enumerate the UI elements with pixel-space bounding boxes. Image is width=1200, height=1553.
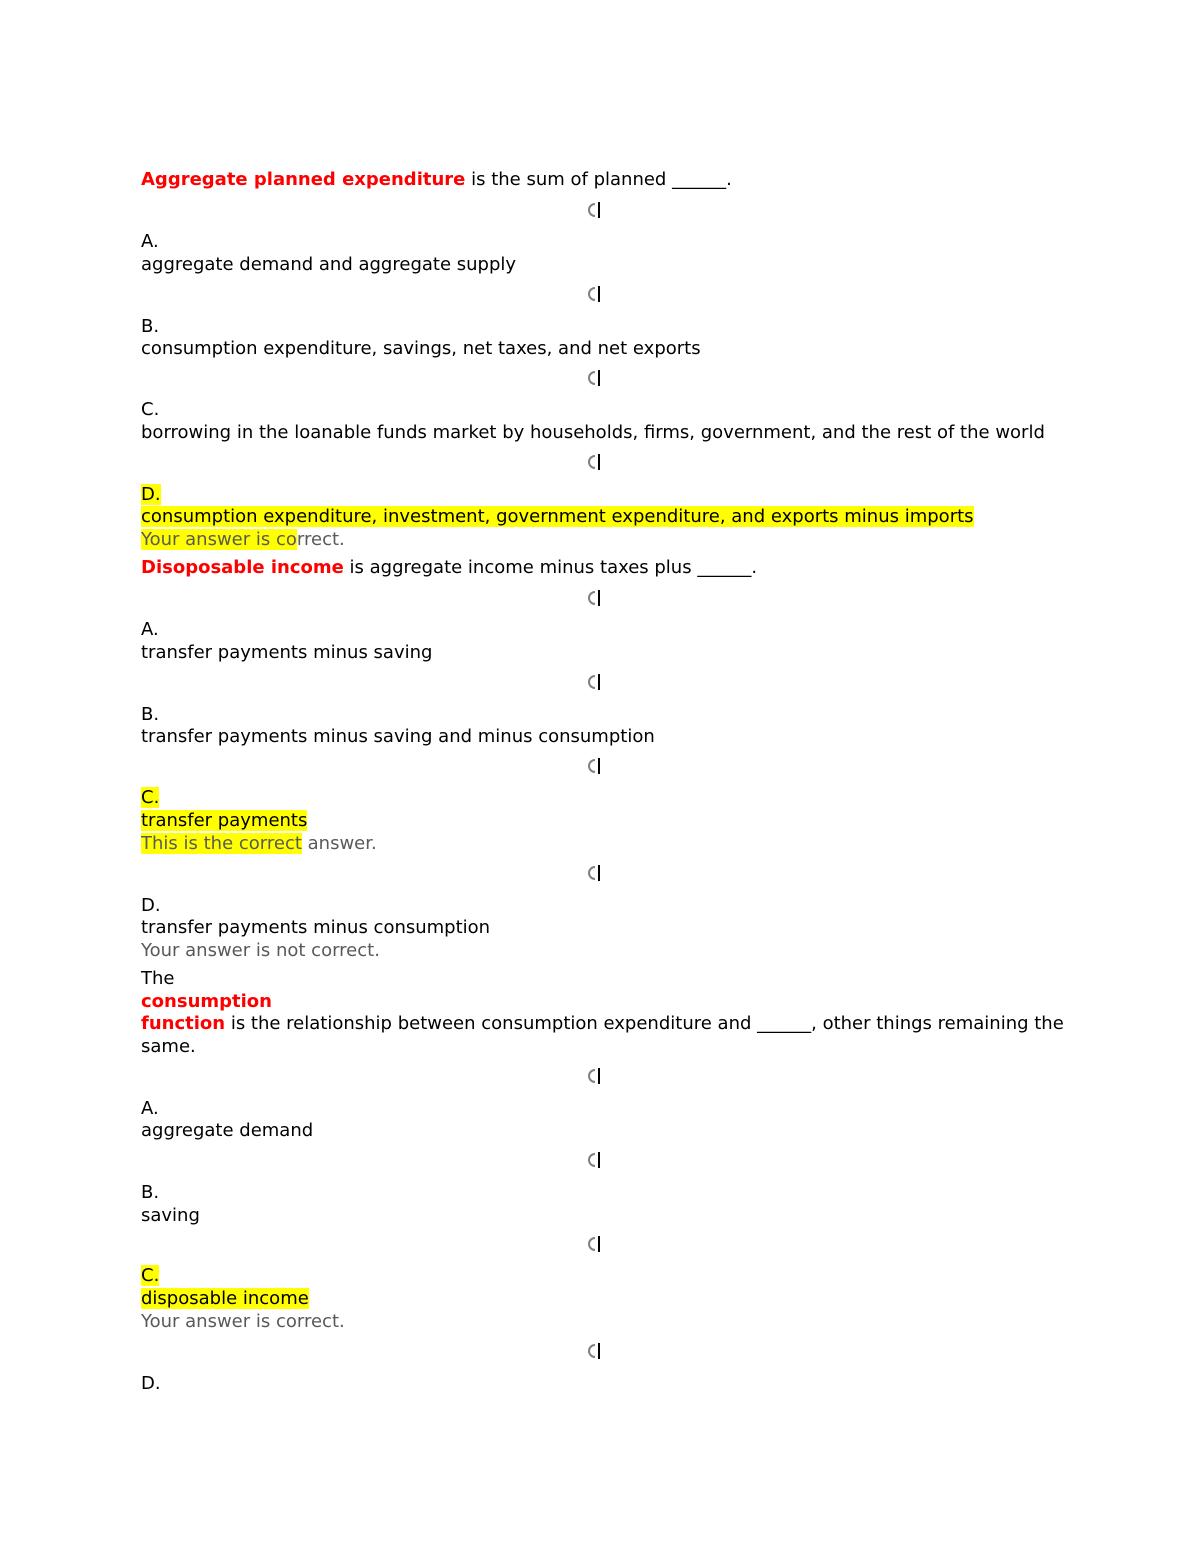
q2-feedback-incorrect: Your answer is not correct. [141,940,380,961]
q3-option-b-letter: B. [141,1182,160,1203]
q3-option-c-letter: C. [141,1265,160,1286]
question-1-stem [141,169,732,191]
q2-option-a-text: transfer payments minus saving [141,642,433,663]
q3-option-a-letter: A. [141,1098,159,1119]
question-2-text: is aggregate income minus taxes plus ______. [343,557,758,578]
q1-option-b-letter: B. [141,316,160,337]
question-3-keyword-2: function [141,1013,226,1034]
q1-feedback: Your answer is correct. [141,529,345,550]
radio-button-icon[interactable] [583,451,603,473]
q1-option-a-text: aggregate demand and aggregate supply [141,254,517,275]
q2-option-c-text: transfer payments [141,810,308,831]
radio-button-icon[interactable] [583,367,603,389]
q2-option-b-text: transfer payments minus saving and minus consumption [141,726,655,747]
q1-option-c-letter: C. [141,399,160,420]
question-3-lead: The [141,968,175,989]
q1-option-b-text: consumption expenditure, savings, net taxes, and net exports [141,338,701,359]
question-3-stem [141,1013,1064,1035]
question-1-keyword: Aggregate planned expenditure [141,169,466,190]
q3-feedback: Your answer is correct. [141,1311,345,1332]
radio-button-icon[interactable] [583,199,603,221]
q1-option-d-letter: D. [141,484,161,505]
question-2-keyword: Disoposable income [141,557,344,578]
radio-button-icon[interactable] [583,283,603,305]
radio-button-icon[interactable] [583,587,603,609]
question-3-keyword-1: consumption [141,991,272,1012]
q2-option-a-letter: A. [141,619,159,640]
q3-option-c-text: disposable income [141,1288,309,1309]
q2-feedback-correct: This is the correct answer. [141,833,377,854]
question-3-text-cont: same. [141,1036,196,1057]
q3-option-d-letter: D. [141,1373,161,1394]
radio-button-icon[interactable] [583,1149,603,1171]
radio-button-icon[interactable] [583,755,603,777]
q1-option-a-letter: A. [141,231,159,252]
radio-button-icon[interactable] [583,1065,603,1087]
q2-option-d-text: transfer payments minus consumption [141,917,491,938]
q1-option-c-text: borrowing in the loanable funds market by households, firms, government, and the rest of the world [141,422,1045,443]
q2-option-d-letter: D. [141,895,161,916]
question-3-text: is the relationship between consumption expenditure and ______, other things remaining the [225,1013,1064,1034]
radio-button-icon[interactable] [583,671,603,693]
radio-button-icon[interactable] [583,1233,603,1255]
question-1-text: is the sum of planned ______. [465,169,732,190]
radio-button-icon[interactable] [583,862,603,884]
q3-option-a-text: aggregate demand [141,1120,314,1141]
q1-option-d-text: consumption expenditure, investment, government expenditure, and exports minus imports [141,506,974,527]
q2-option-b-letter: B. [141,704,160,725]
q2-option-c-letter: C. [141,787,160,808]
radio-button-icon[interactable] [583,1340,603,1362]
question-2-stem [141,557,757,579]
q3-option-b-text: saving [141,1205,200,1226]
